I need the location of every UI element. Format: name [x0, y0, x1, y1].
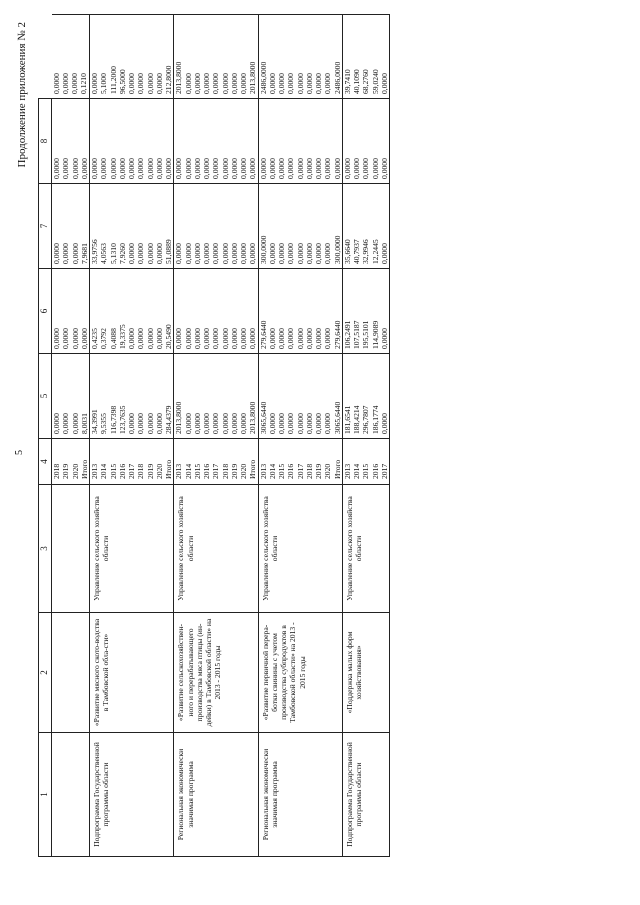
year-value: 2019 — [314, 463, 323, 479]
amount-value: 106,2491 — [342, 320, 352, 349]
amount-value: 68,2760 — [361, 69, 371, 94]
executor-cell: Управление сельского хозяйства области — [258, 485, 342, 613]
amount-value: 0,0000 — [286, 73, 296, 94]
amount-value: 0,0000 — [323, 73, 333, 94]
header-row — [39, 15, 52, 857]
amount-value: 0,0000 — [174, 243, 184, 264]
year-value: 2016 — [117, 463, 127, 479]
amount-value: 0,0000 — [70, 73, 79, 94]
amount-value: 0,0000 — [183, 73, 193, 94]
amount-value: 3065,6440 — [332, 401, 342, 434]
amount-value: 2013,8000 — [248, 61, 258, 94]
col7-cell — [258, 184, 342, 269]
table-body — [52, 15, 390, 857]
col8-cell — [52, 99, 90, 184]
amount-value: 0,0000 — [127, 158, 136, 179]
year-value: Итого — [248, 459, 258, 479]
amount-value: 0,0000 — [52, 328, 61, 349]
amount-value: 0,0000 — [220, 158, 230, 179]
program-type-cell: Подпрограмма Государственной программы области — [342, 733, 389, 857]
amount-value: 0,0000 — [211, 243, 221, 264]
years-cell — [258, 439, 342, 485]
table-row — [52, 15, 90, 857]
amount-value: 0,0000 — [314, 243, 323, 264]
amount-value: 40,1090 — [352, 69, 361, 94]
amount-value: 0,0000 — [79, 328, 89, 349]
amount-value: 116,7398 — [108, 405, 118, 434]
amount-value: 0,0000 — [183, 158, 193, 179]
amount-value: 96,5000 — [117, 69, 127, 94]
amount-value: 0,0000 — [192, 158, 202, 179]
amount-value: 0,0000 — [61, 413, 71, 434]
amount-value: 0,0000 — [117, 158, 127, 179]
amount-value: 0,0000 — [295, 413, 305, 434]
amount-value: 34,3991 — [90, 409, 99, 434]
amount-value: 0,0000 — [277, 73, 286, 94]
amount-value: 0,0000 — [379, 158, 389, 179]
amount-value: 19,3375 — [117, 324, 127, 349]
year-value: 2016 — [370, 463, 380, 479]
amount-value: 111,2000 — [108, 66, 118, 94]
amount-value: 0,0000 — [79, 158, 89, 179]
amount-value: 0,0000 — [229, 413, 239, 434]
col6-cell — [174, 269, 258, 354]
amount-value: 2013,8000 — [248, 401, 258, 434]
amount-value: 2013,8000 — [174, 61, 184, 94]
amount-value: 0,0000 — [61, 158, 71, 179]
executor-cell: Управление сельского хозяйства области — [90, 485, 174, 613]
header-col-5: 5 — [39, 354, 52, 439]
year-value: Итого — [79, 459, 89, 479]
program-name-cell — [52, 613, 90, 733]
amount-value: 0,0000 — [192, 328, 202, 349]
amount-value: 0,0000 — [202, 73, 211, 94]
col6-cell — [342, 269, 389, 354]
header-col-3: 3 — [39, 485, 52, 613]
header-col-6: 6 — [39, 269, 52, 354]
amount-value: 0,0000 — [379, 328, 389, 349]
amount-value: 0,0000 — [277, 413, 286, 434]
amount-value: 0,0000 — [248, 328, 258, 349]
amount-value: 181,6541 — [342, 405, 352, 434]
amount-value: 0,0000 — [192, 243, 202, 264]
col6-cell — [90, 269, 174, 354]
amount-value: 0,0000 — [304, 328, 314, 349]
col9-cell — [52, 15, 90, 99]
year-value: 2013 — [342, 463, 352, 479]
col7-cell — [90, 184, 174, 269]
amount-value: 0,0000 — [202, 243, 211, 264]
amount-value: 12,2445 — [370, 239, 380, 264]
amount-value: 0,0000 — [304, 413, 314, 434]
amount-value: 0,0000 — [60, 73, 70, 94]
amount-value: 7,9681 — [79, 243, 89, 264]
amount-value: 0,0000 — [295, 243, 305, 264]
amount-value: 0,0000 — [174, 328, 184, 349]
amount-value: 0,0000 — [61, 243, 71, 264]
table-row — [90, 15, 174, 857]
amount-value: 0,0000 — [286, 328, 296, 349]
amount-value: 188,4214 — [352, 405, 361, 434]
year-value: 2020 — [239, 463, 248, 479]
amount-value: 123,7635 — [117, 405, 127, 434]
amount-value: 0,0000 — [277, 328, 286, 349]
col8-cell — [90, 99, 174, 184]
amount-value: 0,0000 — [52, 158, 61, 179]
executor-cell — [52, 485, 90, 613]
amount-value: 5,1310 — [108, 243, 118, 264]
amount-value: 195,5101 — [361, 320, 371, 349]
amount-value: 0,0000 — [295, 158, 305, 179]
col9-cell — [174, 15, 258, 99]
amount-value: 279,6440 — [258, 320, 268, 349]
amount-value: 0,0000 — [314, 158, 323, 179]
year-value: 2014 — [183, 463, 193, 479]
amount-value: 0,0000 — [248, 158, 258, 179]
col8-cell — [258, 99, 342, 184]
year-value: 2015 — [361, 463, 371, 479]
amount-value: 2486,0000 — [332, 61, 342, 94]
amount-value: 0,0000 — [70, 328, 80, 349]
amount-value: 0,0000 — [145, 413, 155, 434]
year-value: Итого — [332, 459, 342, 479]
amount-value: 0,0000 — [99, 158, 109, 179]
amount-value: 0,0000 — [127, 328, 136, 349]
col9-cell — [258, 15, 342, 99]
amount-value: 0,0000 — [127, 243, 136, 264]
col7-cell — [52, 184, 90, 269]
amount-value: 7,9260 — [117, 243, 127, 264]
year-value: 2019 — [61, 463, 71, 479]
amount-value: 9,5355 — [99, 413, 109, 434]
year-value: 2013 — [174, 463, 184, 479]
amount-value: 0,0000 — [304, 73, 314, 94]
amount-value: 0,0000 — [136, 243, 146, 264]
amount-value: 0,0000 — [52, 413, 61, 434]
year-value: 2013 — [258, 463, 268, 479]
amount-value: 8,0031 — [79, 413, 89, 434]
amount-value: 0,0000 — [304, 158, 314, 179]
amount-value: 0,0000 — [267, 158, 277, 179]
program-name-cell: «Поддержка малых форм хозяйствования» — [342, 613, 389, 733]
amount-value: 0,0000 — [70, 243, 80, 264]
executor-cell: Управление сельского хозяйства области — [174, 485, 258, 613]
amount-value: 0,0000 — [136, 158, 146, 179]
executor-cell: Управление сельского хозяйства области — [342, 485, 389, 613]
amount-value: 0,0000 — [70, 158, 80, 179]
col7-cell — [174, 184, 258, 269]
col5-cell — [90, 354, 174, 439]
amount-value: 0,0000 — [332, 158, 342, 179]
col6-cell — [52, 269, 90, 354]
amount-value: 0,0000 — [248, 243, 258, 264]
amount-value: 0,0000 — [192, 413, 202, 434]
amount-value: 0,0000 — [136, 328, 146, 349]
year-value: 2017 — [379, 463, 389, 479]
amount-value: 32,9946 — [361, 239, 371, 264]
amount-value: 0,0000 — [220, 413, 230, 434]
col9-cell — [90, 15, 174, 99]
year-value: 2018 — [136, 463, 146, 479]
amount-value: 284,4379 — [164, 405, 173, 434]
years-cell — [174, 439, 258, 485]
year-value: 2020 — [154, 463, 164, 479]
amount-value: 0,0000 — [323, 413, 333, 434]
program-type-cell: Подпрограмма Государственной программы области — [90, 733, 174, 857]
amount-value: 20,5490 — [164, 324, 173, 349]
col8-cell — [342, 99, 389, 184]
amount-value: 279,6440 — [332, 320, 342, 349]
amount-value: 0,0000 — [239, 158, 248, 179]
amount-value: 0,0000 — [304, 243, 314, 264]
col7-cell — [342, 184, 389, 269]
amount-value: 0,0000 — [239, 243, 248, 264]
amount-value: 0,0000 — [220, 328, 230, 349]
amount-value: 186,1774 — [370, 405, 380, 434]
amount-value: 0,0000 — [229, 73, 239, 94]
amount-value: 0,0000 — [379, 243, 389, 264]
program-name-cell: «Развитие сельскохозяйствен-ного и перерабатывающего производства мяса птицы (ин-дейки) в Тамбовской области» на 2013 - 2015 годы — [174, 613, 258, 733]
amount-value: 0,0000 — [145, 243, 155, 264]
header-col-7: 7 — [39, 184, 52, 269]
amount-value: 0,0000 — [211, 328, 221, 349]
amount-value: 0,0000 — [183, 413, 193, 434]
amount-value: 2486,0000 — [258, 61, 268, 94]
amount-value: 0,0000 — [379, 413, 389, 434]
amount-value: 2013,8000 — [174, 401, 184, 434]
amount-value: 0,0000 — [323, 328, 333, 349]
amount-value: 0,0000 — [202, 413, 211, 434]
amount-value: 107,5187 — [352, 320, 361, 349]
program-name-cell: «Развитие мясного ското-водства в Тамбовской обла-сти» — [90, 613, 174, 733]
amount-value: 0,0000 — [361, 158, 371, 179]
col8-cell — [174, 99, 258, 184]
amount-value: 0,0000 — [239, 328, 248, 349]
amount-value: 0,0000 — [314, 328, 323, 349]
amount-value: 0,0000 — [277, 243, 286, 264]
amount-value: 0,0000 — [183, 243, 193, 264]
year-value: 2014 — [352, 463, 361, 479]
amount-value: 0,4235 — [90, 328, 99, 349]
col9-cell — [342, 15, 389, 99]
year-value: 2017 — [211, 463, 221, 479]
amount-value: 0,0000 — [258, 158, 268, 179]
amount-value: 0,0000 — [323, 158, 333, 179]
data-table — [38, 14, 390, 857]
year-value: 2018 — [52, 463, 61, 479]
year-value: 2018 — [220, 463, 230, 479]
col5-cell — [52, 354, 90, 439]
amount-value: 0,0000 — [286, 158, 296, 179]
amount-value: 0,0000 — [211, 158, 221, 179]
amount-value: 0,0000 — [295, 328, 305, 349]
year-value: 2014 — [267, 463, 277, 479]
amount-value: 39,7410 — [342, 69, 352, 94]
amount-value: 300,0000 — [258, 235, 268, 264]
amount-value: 51,0889 — [164, 239, 173, 264]
col5-cell — [342, 354, 389, 439]
amount-value: 0,0000 — [183, 328, 193, 349]
amount-value: 114,9089 — [370, 320, 380, 349]
amount-value: 0,0000 — [295, 73, 305, 94]
amount-value: 4,0563 — [99, 243, 109, 264]
year-value: 2015 — [192, 463, 202, 479]
amount-value: 0,0000 — [277, 158, 286, 179]
amount-value: 0,0000 — [154, 328, 164, 349]
amount-value: 0,0000 — [154, 73, 164, 94]
years-cell — [90, 439, 174, 485]
amount-value: 0,0000 — [211, 73, 221, 94]
amount-value: 0,0000 — [239, 413, 248, 434]
year-value: 2017 — [295, 463, 305, 479]
program-name-cell: «Развитие первичной перера-ботки свинины с учетом производства субпродуктов в Тамбовской области» на 2013 - 2015 годы — [258, 613, 342, 733]
amount-value: 0,0000 — [154, 243, 164, 264]
year-value: 2019 — [145, 463, 155, 479]
year-value: Итого — [164, 459, 173, 479]
amount-value: 0,0000 — [202, 158, 211, 179]
header-col-4: 4 — [39, 439, 52, 485]
year-value: 2016 — [286, 463, 296, 479]
amount-value: 0,0000 — [323, 243, 333, 264]
amount-value: 0,0000 — [108, 158, 118, 179]
year-value: 2013 — [90, 463, 99, 479]
amount-value: 0,0000 — [267, 328, 277, 349]
year-value: 2020 — [70, 463, 80, 479]
program-type-cell: Региональная экономически значимая программа — [258, 733, 342, 857]
amount-value: 0,0000 — [370, 158, 380, 179]
amount-value: 0,0000 — [352, 158, 361, 179]
amount-value: 0,0000 — [229, 243, 239, 264]
program-type-cell: Региональная экономически значимая программа — [174, 733, 258, 857]
amount-value: 0,0000 — [379, 73, 389, 94]
amount-value: 0,1210 — [79, 73, 89, 94]
amount-value: 3065,6440 — [258, 401, 268, 434]
amount-value: 0,0000 — [286, 243, 296, 264]
amount-value: 0,0000 — [220, 73, 230, 94]
year-value: 2014 — [99, 463, 109, 479]
amount-value: 0,0000 — [145, 158, 155, 179]
col6-cell — [258, 269, 342, 354]
amount-value: 0,0000 — [127, 73, 136, 94]
year-value: 2016 — [202, 463, 211, 479]
amount-value: 0,0000 — [174, 158, 184, 179]
col5-cell — [258, 354, 342, 439]
header-col-1: 1 — [39, 733, 52, 857]
amount-value: 0,0000 — [70, 413, 80, 434]
amount-value: 0,0000 — [154, 158, 164, 179]
amount-value: 0,0000 — [267, 413, 277, 434]
amount-value: 0,0000 — [90, 73, 99, 94]
year-value: 2015 — [108, 463, 118, 479]
year-value: 2017 — [127, 463, 136, 479]
amount-value: 0,0000 — [90, 158, 99, 179]
amount-value: 0,0000 — [220, 243, 230, 264]
amount-value: 296,7807 — [361, 405, 371, 434]
year-value: 2020 — [323, 463, 333, 479]
amount-value: 0,4088 — [108, 328, 118, 349]
amount-value: 5,1000 — [99, 73, 109, 94]
amount-value: 0,0000 — [239, 73, 248, 94]
amount-value: 0,0000 — [52, 243, 61, 264]
table-row — [174, 15, 258, 857]
amount-value: 59,0240 — [370, 69, 380, 94]
appendix-title: Продолжение приложения № 2 — [16, 22, 28, 168]
amount-value: 33,9756 — [90, 239, 99, 264]
amount-value: 0,0000 — [314, 413, 323, 434]
col5-cell — [174, 354, 258, 439]
amount-value: 0,0000 — [211, 413, 221, 434]
amount-value: 0,0000 — [136, 73, 146, 94]
amount-value: 0,0000 — [202, 328, 211, 349]
amount-value: 0,0000 — [145, 73, 155, 94]
table-row — [342, 15, 389, 857]
years-cell — [342, 439, 389, 485]
amount-value: 0,0000 — [229, 328, 239, 349]
program-type-cell — [52, 733, 90, 857]
amount-value: 35,6640 — [342, 239, 352, 264]
amount-value: 0,0000 — [136, 413, 146, 434]
amount-value: 0,0000 — [286, 413, 296, 434]
amount-value: 0,0000 — [229, 158, 239, 179]
amount-value: 0,0000 — [127, 413, 136, 434]
amount-value: 40,7937 — [352, 239, 361, 264]
amount-value: 0,0000 — [61, 328, 71, 349]
header-col-8: 8 — [39, 99, 52, 184]
amount-value: 0,0000 — [192, 73, 202, 94]
amount-value: 212,8000 — [164, 65, 173, 94]
amount-value: 300,0000 — [332, 235, 342, 264]
amount-value: 0,0000 — [154, 413, 164, 434]
table-row — [258, 15, 342, 857]
page-number: 5 — [14, 450, 25, 455]
amount-value: 0,0000 — [267, 243, 277, 264]
amount-value: 0,0000 — [267, 73, 277, 94]
year-value: 2015 — [277, 463, 286, 479]
amount-value: 0,0000 — [342, 158, 352, 179]
header-col-2: 2 — [39, 613, 52, 733]
amount-value: 0,3792 — [99, 328, 109, 349]
amount-value: 0,0000 — [51, 73, 61, 94]
year-value: 2018 — [304, 463, 314, 479]
amount-value: 0,0000 — [164, 158, 173, 179]
year-value: 2019 — [229, 463, 239, 479]
amount-value: 0,0000 — [314, 73, 323, 94]
amount-value: 0,0000 — [145, 328, 155, 349]
years-cell — [52, 439, 90, 485]
